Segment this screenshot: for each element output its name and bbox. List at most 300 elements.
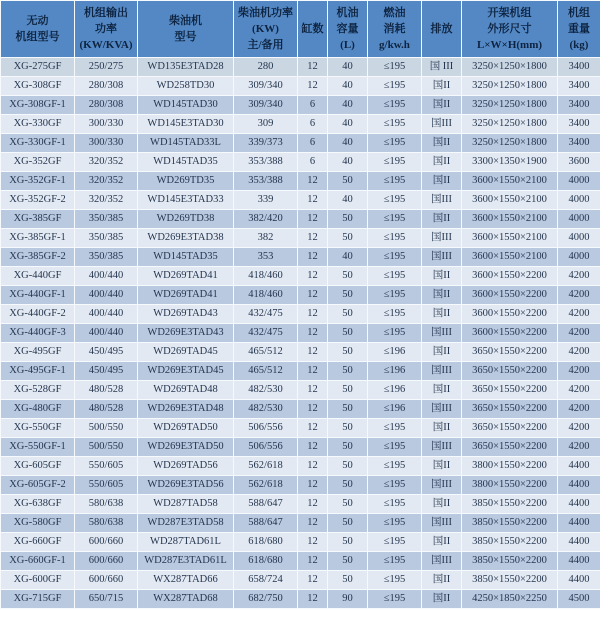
cell-weight: 4000 <box>558 191 600 210</box>
cell-dimensions: 3600×1550×2200 <box>462 286 558 305</box>
header-line: 功率 <box>95 23 117 35</box>
cell-fuel-consumption: ≤195 <box>368 267 422 286</box>
table-row <box>1 533 600 552</box>
cell-fuel-consumption: ≤196 <box>368 381 422 400</box>
cell-emission: 国II <box>422 495 462 514</box>
cell-cylinders: 12 <box>298 362 328 381</box>
cell-weight: 3400 <box>558 58 600 77</box>
cell-fuel-consumption: ≤195 <box>368 58 422 77</box>
table-row <box>1 457 600 476</box>
cell-oil-capacity: 50 <box>328 229 368 248</box>
header-line: 柴油机 <box>169 15 202 27</box>
cell-dimensions: 3600×1550×2200 <box>462 267 558 286</box>
cell-emission: 国III <box>422 115 462 134</box>
table-row <box>1 172 600 191</box>
cell-weight: 3600 <box>558 153 600 172</box>
cell-engine-power: 618/680 <box>234 552 298 571</box>
cell-cylinders: 12 <box>298 514 328 533</box>
cell-emission: 国III <box>422 362 462 381</box>
header-line: (L) <box>340 39 355 51</box>
cell-output-power: 480/528 <box>75 381 138 400</box>
cell-engine-power: 562/618 <box>234 457 298 476</box>
cell-fuel-consumption: ≤195 <box>368 286 422 305</box>
cell-emission: 国III <box>422 229 462 248</box>
cell-weight: 4200 <box>558 438 600 457</box>
table-row <box>1 115 600 134</box>
header-line: 外形尺寸 <box>487 23 532 35</box>
cell-model: XG-385GF <box>1 210 75 229</box>
cell-fuel-consumption: ≤195 <box>368 153 422 172</box>
table-row <box>1 153 600 172</box>
cell-model: XG-330GF <box>1 115 75 134</box>
cell-dimensions: 3600×1550×2100 <box>462 248 558 267</box>
cell-engine-power: 482/530 <box>234 400 298 419</box>
cell-oil-capacity: 50 <box>328 419 368 438</box>
cell-oil-capacity: 50 <box>328 514 368 533</box>
cell-oil-capacity: 40 <box>328 77 368 96</box>
column-header-output-power <box>75 1 138 58</box>
cell-emission: 国II <box>422 571 462 590</box>
cell-oil-capacity: 50 <box>328 324 368 343</box>
cell-weight: 4400 <box>558 495 600 514</box>
cell-model: XG-330GF-1 <box>1 134 75 153</box>
cell-model: XG-385GF-2 <box>1 248 75 267</box>
table-row <box>1 514 600 533</box>
table-row <box>1 438 600 457</box>
cell-fuel-consumption: ≤195 <box>368 305 422 324</box>
cell-weight: 4000 <box>558 248 600 267</box>
cell-cylinders: 6 <box>298 96 328 115</box>
cell-output-power: 500/550 <box>75 438 138 457</box>
cell-engine-model: WD145TAD33L <box>138 134 234 153</box>
cell-engine-power: 280 <box>234 58 298 77</box>
cell-output-power: 550/605 <box>75 476 138 495</box>
cell-weight: 4400 <box>558 552 600 571</box>
header-line: 主/备用 <box>247 39 284 51</box>
table-row <box>1 495 600 514</box>
header-line: 开架机组 <box>487 7 532 19</box>
header-line: 燃油 <box>383 7 406 19</box>
cell-model: XG-480GF <box>1 400 75 419</box>
cell-output-power: 600/660 <box>75 552 138 571</box>
cell-dimensions: 3600×1550×2100 <box>462 229 558 248</box>
cell-engine-model: WD269TAD43 <box>138 305 234 324</box>
cell-model: XG-308GF-1 <box>1 96 75 115</box>
cell-engine-model: WD135E3TAD28 <box>138 58 234 77</box>
cell-emission: 国II <box>422 210 462 229</box>
cell-emission: 国III <box>422 514 462 533</box>
cell-output-power: 650/715 <box>75 590 138 609</box>
cell-dimensions: 3250×1250×1800 <box>462 115 558 134</box>
cell-engine-model: WD145TAD35 <box>138 153 234 172</box>
cell-cylinders: 12 <box>298 172 328 191</box>
cell-emission: 国II <box>422 533 462 552</box>
cell-oil-capacity: 40 <box>328 153 368 172</box>
cell-engine-power: 658/724 <box>234 571 298 590</box>
cell-emission: 国III <box>422 324 462 343</box>
table-row <box>1 286 600 305</box>
table-row <box>1 96 600 115</box>
cell-model: XG-495GF-1 <box>1 362 75 381</box>
table-row <box>1 267 600 286</box>
cell-engine-power: 465/512 <box>234 362 298 381</box>
cell-fuel-consumption: ≤195 <box>368 533 422 552</box>
cell-output-power: 350/385 <box>75 229 138 248</box>
cell-oil-capacity: 50 <box>328 533 368 552</box>
cell-cylinders: 12 <box>298 286 328 305</box>
cell-fuel-consumption: ≤195 <box>368 229 422 248</box>
cell-model: XG-440GF-2 <box>1 305 75 324</box>
cell-fuel-consumption: ≤195 <box>368 457 422 476</box>
cell-model: XG-715GF <box>1 590 75 609</box>
header-line: 排放 <box>430 23 453 35</box>
cell-dimensions: 3250×1250×1800 <box>462 96 558 115</box>
cell-emission: 国II <box>422 286 462 305</box>
header-line: 容量 <box>336 23 359 35</box>
cell-engine-power: 465/512 <box>234 343 298 362</box>
cell-oil-capacity: 50 <box>328 362 368 381</box>
cell-emission: 国III <box>422 400 462 419</box>
cell-weight: 4500 <box>558 590 600 609</box>
table-row <box>1 400 600 419</box>
cell-dimensions: 3850×1550×2200 <box>462 533 558 552</box>
cell-emission: 国II <box>422 153 462 172</box>
cell-dimensions: 3600×1550×2200 <box>462 324 558 343</box>
cell-cylinders: 12 <box>298 343 328 362</box>
cell-cylinders: 6 <box>298 153 328 172</box>
cell-engine-model: WD269TAD45 <box>138 343 234 362</box>
cell-oil-capacity: 40 <box>328 58 368 77</box>
cell-engine-model: WD269TAD48 <box>138 381 234 400</box>
cell-output-power: 320/352 <box>75 172 138 191</box>
cell-output-power: 400/440 <box>75 305 138 324</box>
table-row <box>1 552 600 571</box>
cell-engine-power: 309/340 <box>234 77 298 96</box>
cell-emission: 国II <box>422 457 462 476</box>
cell-engine-model: WD269TAD50 <box>138 419 234 438</box>
cell-output-power: 300/330 <box>75 134 138 153</box>
cell-oil-capacity: 50 <box>328 305 368 324</box>
header-line: (KW) <box>252 23 279 35</box>
cell-cylinders: 12 <box>298 324 328 343</box>
cell-engine-power: 588/647 <box>234 514 298 533</box>
header-line: 消耗 <box>383 23 406 35</box>
header-line: 机组输出 <box>84 7 128 19</box>
cell-weight: 4400 <box>558 533 600 552</box>
cell-dimensions: 3650×1550×2200 <box>462 343 558 362</box>
cell-engine-power: 482/530 <box>234 381 298 400</box>
cell-output-power: 320/352 <box>75 191 138 210</box>
cell-weight: 4200 <box>558 324 600 343</box>
cell-cylinders: 12 <box>298 457 328 476</box>
cell-engine-power: 682/750 <box>234 590 298 609</box>
table-row <box>1 134 600 153</box>
cell-dimensions: 3850×1550×2200 <box>462 514 558 533</box>
cell-weight: 4200 <box>558 267 600 286</box>
table-row <box>1 305 600 324</box>
header-line: g/kw.h <box>379 39 410 51</box>
cell-emission: 国III <box>422 552 462 571</box>
cell-engine-model: WD287TAD58 <box>138 495 234 514</box>
cell-output-power: 350/385 <box>75 210 138 229</box>
cell-output-power: 350/385 <box>75 248 138 267</box>
cell-engine-model: WD145E3TAD33 <box>138 191 234 210</box>
table-row <box>1 229 600 248</box>
cell-engine-power: 562/618 <box>234 476 298 495</box>
cell-fuel-consumption: ≤195 <box>368 134 422 153</box>
cell-oil-capacity: 50 <box>328 476 368 495</box>
cell-engine-model: WD287E3TAD61L <box>138 552 234 571</box>
cell-fuel-consumption: ≤196 <box>368 362 422 381</box>
table-row <box>1 77 600 96</box>
cell-dimensions: 3250×1250×1800 <box>462 58 558 77</box>
cell-fuel-consumption: ≤195 <box>368 552 422 571</box>
cell-emission: 国II <box>422 267 462 286</box>
column-header-dimensions <box>462 1 558 58</box>
cell-cylinders: 12 <box>298 495 328 514</box>
cell-fuel-consumption: ≤195 <box>368 495 422 514</box>
cell-weight: 4400 <box>558 571 600 590</box>
cell-emission: 国III <box>422 191 462 210</box>
column-header-fuel-consumption <box>368 1 422 58</box>
cell-cylinders: 12 <box>298 248 328 267</box>
cell-weight: 3400 <box>558 134 600 153</box>
cell-model: XG-495GF <box>1 343 75 362</box>
cell-engine-power: 353/388 <box>234 172 298 191</box>
cell-oil-capacity: 40 <box>328 96 368 115</box>
cell-cylinders: 12 <box>298 400 328 419</box>
cell-emission: 国II <box>422 134 462 153</box>
cell-fuel-consumption: ≤195 <box>368 77 422 96</box>
cell-cylinders: 6 <box>298 115 328 134</box>
column-header-weight <box>558 1 600 58</box>
cell-cylinders: 12 <box>298 305 328 324</box>
cell-engine-model: WD269TAD41 <box>138 267 234 286</box>
cell-engine-model: WD287E3TAD58 <box>138 514 234 533</box>
cell-cylinders: 12 <box>298 381 328 400</box>
cell-model: XG-528GF <box>1 381 75 400</box>
cell-output-power: 600/660 <box>75 571 138 590</box>
table-row <box>1 571 600 590</box>
cell-weight: 4200 <box>558 400 600 419</box>
cell-weight: 4000 <box>558 229 600 248</box>
cell-emission: 国III <box>422 248 462 267</box>
cell-cylinders: 12 <box>298 267 328 286</box>
column-header-oil-capacity <box>328 1 368 58</box>
header-line: 机组 <box>568 7 590 19</box>
cell-emission: 国II <box>422 77 462 96</box>
table-row <box>1 324 600 343</box>
cell-dimensions: 3850×1550×2200 <box>462 552 558 571</box>
cell-output-power: 450/495 <box>75 343 138 362</box>
cell-oil-capacity: 50 <box>328 172 368 191</box>
cell-engine-model: WX287TAD68 <box>138 590 234 609</box>
cell-oil-capacity: 50 <box>328 400 368 419</box>
cell-model: XG-580GF <box>1 514 75 533</box>
cell-emission: 国III <box>422 476 462 495</box>
cell-cylinders: 12 <box>298 476 328 495</box>
cell-weight: 4000 <box>558 172 600 191</box>
cell-oil-capacity: 40 <box>328 248 368 267</box>
header-line: (KW/KVA) <box>79 39 133 51</box>
cell-emission: 国II <box>422 381 462 400</box>
header-line: 机组型号 <box>15 31 60 43</box>
cell-cylinders: 12 <box>298 77 328 96</box>
cell-model: XG-550GF <box>1 419 75 438</box>
table-row <box>1 58 600 77</box>
cell-engine-power: 339 <box>234 191 298 210</box>
cell-weight: 4400 <box>558 514 600 533</box>
cell-dimensions: 3800×1550×2200 <box>462 476 558 495</box>
cell-engine-power: 506/556 <box>234 438 298 457</box>
cell-cylinders: 12 <box>298 438 328 457</box>
cell-model: XG-600GF <box>1 571 75 590</box>
table-row <box>1 248 600 267</box>
cell-emission: 国II <box>422 343 462 362</box>
cell-engine-power: 309 <box>234 115 298 134</box>
cell-oil-capacity: 50 <box>328 381 368 400</box>
cell-dimensions: 3650×1550×2200 <box>462 419 558 438</box>
cell-output-power: 320/352 <box>75 153 138 172</box>
cell-cylinders: 12 <box>298 210 328 229</box>
cell-fuel-consumption: ≤195 <box>368 476 422 495</box>
cell-engine-power: 382/420 <box>234 210 298 229</box>
cell-emission: 国II <box>422 305 462 324</box>
cell-dimensions: 3600×1550×2100 <box>462 210 558 229</box>
cell-model: XG-605GF <box>1 457 75 476</box>
cell-fuel-consumption: ≤195 <box>368 191 422 210</box>
cell-oil-capacity: 50 <box>328 343 368 362</box>
cell-fuel-consumption: ≤195 <box>368 248 422 267</box>
cell-engine-power: 506/556 <box>234 419 298 438</box>
cell-fuel-consumption: ≤195 <box>368 210 422 229</box>
cell-weight: 3400 <box>558 115 600 134</box>
header-line: 型号 <box>174 31 197 43</box>
cell-oil-capacity: 50 <box>328 267 368 286</box>
cell-cylinders: 12 <box>298 552 328 571</box>
cell-oil-capacity: 50 <box>328 552 368 571</box>
cell-fuel-consumption: ≤195 <box>368 514 422 533</box>
cell-output-power: 400/440 <box>75 324 138 343</box>
cell-oil-capacity: 90 <box>328 590 368 609</box>
header-line: 重量 <box>568 23 590 35</box>
cell-emission: 国III <box>422 438 462 457</box>
cell-weight: 4200 <box>558 286 600 305</box>
cell-fuel-consumption: ≤195 <box>368 571 422 590</box>
cell-dimensions: 3300×1350×1900 <box>462 153 558 172</box>
cell-engine-power: 432/475 <box>234 305 298 324</box>
column-header-model <box>1 1 75 58</box>
cell-engine-model: WD269E3TAD50 <box>138 438 234 457</box>
cell-dimensions: 3250×1250×1800 <box>462 77 558 96</box>
cell-fuel-consumption: ≤195 <box>368 438 422 457</box>
cell-output-power: 400/440 <box>75 286 138 305</box>
header-line: 柴油机功率 <box>238 7 293 19</box>
cell-output-power: 450/495 <box>75 362 138 381</box>
column-header-cylinders <box>298 1 328 58</box>
cell-engine-power: 588/647 <box>234 495 298 514</box>
cell-dimensions: 3250×1250×1800 <box>462 134 558 153</box>
cell-weight: 4000 <box>558 210 600 229</box>
cell-model: XG-605GF-2 <box>1 476 75 495</box>
cell-fuel-consumption: ≤195 <box>368 324 422 343</box>
table-row <box>1 210 600 229</box>
cell-dimensions: 3850×1550×2200 <box>462 571 558 590</box>
cell-engine-power: 353/388 <box>234 153 298 172</box>
cell-model: XG-352GF-2 <box>1 191 75 210</box>
header-line: (kg) <box>569 39 589 51</box>
cell-fuel-consumption: ≤195 <box>368 96 422 115</box>
cell-oil-capacity: 50 <box>328 438 368 457</box>
cell-output-power: 580/638 <box>75 514 138 533</box>
cell-model: XG-440GF-3 <box>1 324 75 343</box>
cell-engine-power: 339/373 <box>234 134 298 153</box>
cell-engine-model: WD269TAD41 <box>138 286 234 305</box>
cell-output-power: 500/550 <box>75 419 138 438</box>
cell-emission: 国II <box>422 419 462 438</box>
table-header <box>1 1 600 58</box>
cell-engine-power: 432/475 <box>234 324 298 343</box>
cell-dimensions: 3600×1550×2100 <box>462 172 558 191</box>
header-line: 缸数 <box>301 23 324 35</box>
cell-model: XG-385GF-1 <box>1 229 75 248</box>
table-row <box>1 419 600 438</box>
cell-output-power: 250/275 <box>75 58 138 77</box>
cell-model: XG-352GF-1 <box>1 172 75 191</box>
cell-model: XG-440GF-1 <box>1 286 75 305</box>
cell-fuel-consumption: ≤196 <box>368 400 422 419</box>
cell-weight: 3400 <box>558 77 600 96</box>
cell-dimensions: 3850×1550×2200 <box>462 495 558 514</box>
cell-cylinders: 6 <box>298 134 328 153</box>
cell-engine-model: WD287TAD61L <box>138 533 234 552</box>
cell-oil-capacity: 50 <box>328 457 368 476</box>
cell-cylinders: 12 <box>298 191 328 210</box>
cell-engine-model: WD269E3TAD43 <box>138 324 234 343</box>
cell-model: XG-550GF-1 <box>1 438 75 457</box>
column-header-engine-power <box>234 1 298 58</box>
cell-engine-model: WD269E3TAD56 <box>138 476 234 495</box>
cell-engine-model: WD269TAD56 <box>138 457 234 476</box>
cell-output-power: 280/308 <box>75 96 138 115</box>
cell-model: XG-440GF <box>1 267 75 286</box>
cell-cylinders: 12 <box>298 571 328 590</box>
cell-emission: 国II <box>422 590 462 609</box>
cell-engine-power: 418/460 <box>234 286 298 305</box>
table-row <box>1 362 600 381</box>
cell-oil-capacity: 40 <box>328 191 368 210</box>
cell-fuel-consumption: ≤195 <box>368 115 422 134</box>
cell-model: XG-660GF-1 <box>1 552 75 571</box>
cell-engine-power: 418/460 <box>234 267 298 286</box>
cell-dimensions: 3600×1550×2200 <box>462 305 558 324</box>
cell-weight: 4200 <box>558 343 600 362</box>
cell-dimensions: 4250×1850×2250 <box>462 590 558 609</box>
cell-fuel-consumption: ≤195 <box>368 419 422 438</box>
cell-engine-model: WD145TAD30 <box>138 96 234 115</box>
cell-cylinders: 12 <box>298 58 328 77</box>
cell-weight: 4400 <box>558 457 600 476</box>
cell-output-power: 300/330 <box>75 115 138 134</box>
cell-dimensions: 3650×1550×2200 <box>462 400 558 419</box>
cell-emission: 国II <box>422 172 462 191</box>
cell-engine-model: WD258TD30 <box>138 77 234 96</box>
cell-engine-power: 382 <box>234 229 298 248</box>
cell-cylinders: 12 <box>298 229 328 248</box>
cell-engine-model: WD269E3TAD48 <box>138 400 234 419</box>
cell-oil-capacity: 40 <box>328 134 368 153</box>
cell-oil-capacity: 40 <box>328 115 368 134</box>
